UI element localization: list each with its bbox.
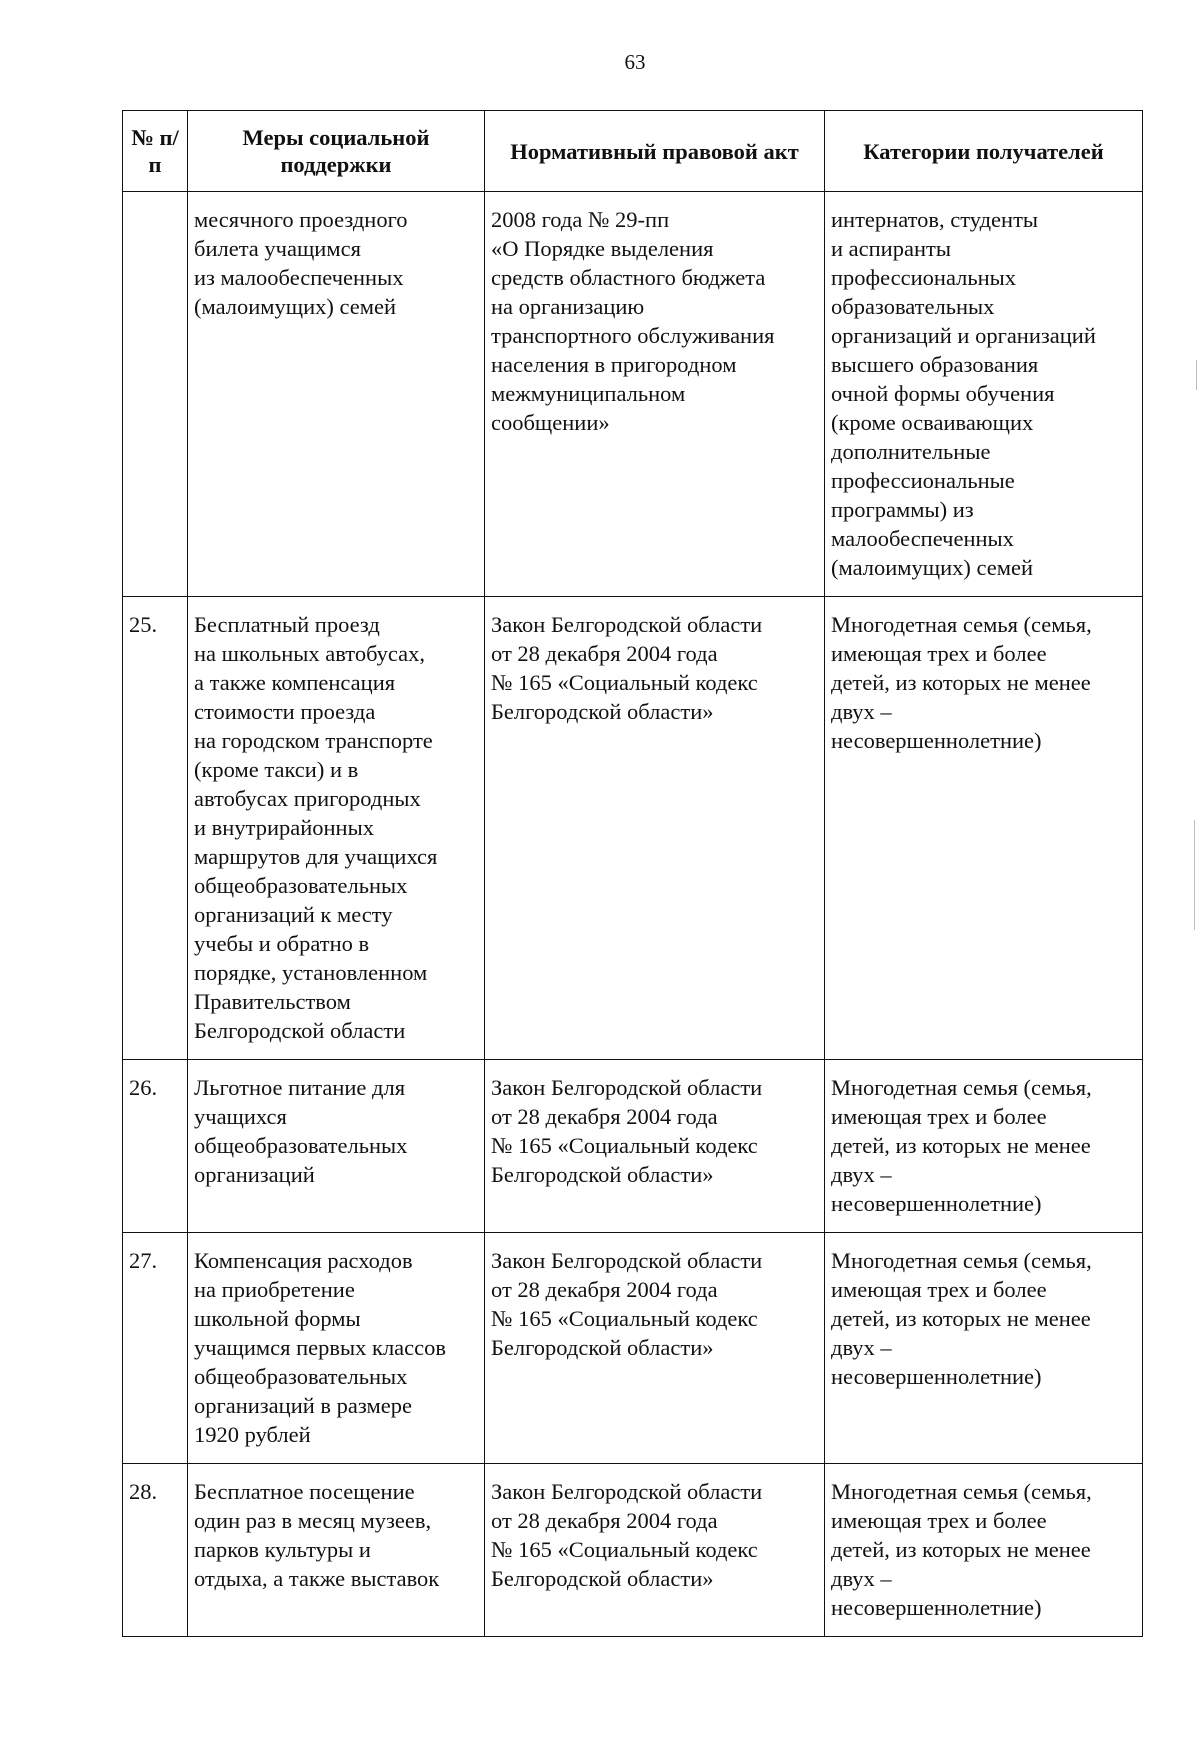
cell-text-line: от 28 декабря 2004 года <box>491 1277 718 1302</box>
cell-text-line: межмуниципальном <box>491 381 686 406</box>
cell-text-line: Компенсация расходов <box>194 1248 413 1273</box>
cell-text-line: несовершеннолетние) <box>831 1364 1042 1389</box>
cell-act <box>485 1464 825 1637</box>
cell-act <box>485 1233 825 1464</box>
cell-text-line: Белгородской области <box>194 1018 406 1043</box>
cell-number <box>123 192 188 597</box>
cell-text-line: а также компенсация <box>194 670 396 695</box>
cell-text-line: и внутрирайонных <box>194 815 374 840</box>
cell-measure <box>188 1060 485 1233</box>
cell-text-line: детей, из которых не менее <box>831 1306 1091 1331</box>
cell-text-line: автобусах пригородных <box>194 786 421 811</box>
table-row <box>123 192 1143 597</box>
cell-text-line: 1920 рублей <box>194 1422 311 1447</box>
cell-text-line: билета учащимся <box>194 236 361 261</box>
cell-text-line: организаций и организаций <box>831 323 1096 348</box>
scan-artifact <box>1196 360 1197 390</box>
cell-text-line: общеобразовательных <box>194 1364 408 1389</box>
cell-text-line: высшего образования <box>831 352 1039 377</box>
cell-text-line: «О Порядке выделения <box>491 236 714 261</box>
cell-text-line: № 165 «Социальный кодекс <box>491 1537 758 1562</box>
cell-text-line: (малоимущих) семей <box>194 294 397 319</box>
cell-text-line: Закон Белгородской области <box>491 1075 763 1100</box>
cell-text-line: организаций к месту <box>194 902 393 927</box>
cell-text-line: Многодетная семья (семья, <box>831 1075 1092 1100</box>
cell-text-line: учебы и обратно в <box>194 931 370 956</box>
cell-text-line: Многодетная семья (семья, <box>831 1479 1092 1504</box>
cell-text-line: Правительством <box>194 989 351 1014</box>
cell-text-line: детей, из которых не менее <box>831 1133 1091 1158</box>
cell-categories <box>825 192 1143 597</box>
cell-text-line: организаций <box>194 1162 315 1187</box>
page-number: 63 <box>624 50 646 74</box>
cell-text-line: от 28 декабря 2004 года <box>491 1104 718 1129</box>
cell-text-line: детей, из которых не менее <box>831 1537 1091 1562</box>
table-row <box>123 1464 1143 1637</box>
cell-act <box>485 192 825 597</box>
cell-text-line: Белгородской области» <box>491 1162 714 1187</box>
header-categories: Категории получателей <box>825 111 1143 192</box>
cell-text-line: сообщении» <box>491 410 610 435</box>
cell-text-line: малообеспеченных <box>831 526 1014 551</box>
cell-text-line: Белгородской области» <box>491 699 714 724</box>
cell-text-line: образовательных <box>831 294 995 319</box>
cell-text-line: имеющая трех и более <box>831 641 1047 666</box>
cell-number: 28. <box>123 1464 188 1637</box>
cell-text-line: средств областного бюджета <box>491 265 766 290</box>
cell-text-line: Льготное питание для <box>194 1075 406 1100</box>
cell-text-line: Многодетная семья (семья, <box>831 1248 1092 1273</box>
cell-text-line: на приобретение <box>194 1277 355 1302</box>
cell-text-line: (малоимущих) семей <box>831 555 1034 580</box>
cell-text-line: программы) из <box>831 497 974 522</box>
cell-text-line: Белгородской области» <box>491 1566 714 1591</box>
cell-text-line: детей, из которых не менее <box>831 670 1091 695</box>
cell-text-line: двух – <box>831 1335 892 1360</box>
cell-number: 27. <box>123 1233 188 1464</box>
cell-act <box>485 1060 825 1233</box>
cell-text-line: на городском транспорте <box>194 728 433 753</box>
cell-text-line: организаций в размере <box>194 1393 412 1418</box>
cell-text-line: отдыха, а также выставок <box>194 1566 440 1591</box>
table-row <box>123 597 1143 1060</box>
cell-text-line: месячного проездного <box>194 207 408 232</box>
cell-text-line: учащимся первых классов <box>194 1335 447 1360</box>
header-number: № п/п <box>123 111 188 192</box>
cell-categories <box>825 1233 1143 1464</box>
cell-text-line: транспортного обслуживания <box>491 323 775 348</box>
cell-text-line: порядке, установленном <box>194 960 428 985</box>
cell-text-line: учащихся <box>194 1104 287 1129</box>
cell-text-line: № 165 «Социальный кодекс <box>491 1306 758 1331</box>
cell-text-line: № 165 «Социальный кодекс <box>491 670 758 695</box>
cell-measure <box>188 192 485 597</box>
cell-text-line: 2008 года № 29-пп <box>491 207 670 232</box>
cell-text-line: несовершеннолетние) <box>831 728 1042 753</box>
cell-text-line: на школьных автобусах, <box>194 641 426 666</box>
cell-text-line: (кроме осваивающих <box>831 410 1034 435</box>
cell-categories <box>825 1464 1143 1637</box>
cell-text-line: Закон Белгородской области <box>491 1248 763 1273</box>
cell-text-line: несовершеннолетние) <box>831 1595 1042 1620</box>
cell-text-line: дополнительные <box>831 439 991 464</box>
cell-text-line: двух – <box>831 699 892 724</box>
cell-number: 25. <box>123 597 188 1060</box>
cell-categories <box>825 597 1143 1060</box>
cell-text-line: Закон Белгородской области <box>491 612 763 637</box>
cell-text-line: профессиональных <box>831 265 1017 290</box>
table-body <box>123 192 1143 1637</box>
cell-text-line: имеющая трех и более <box>831 1508 1047 1533</box>
cell-text-line: населения в пригородном <box>491 352 737 377</box>
cell-text-line: стоимости проезда <box>194 699 376 724</box>
cell-text-line: имеющая трех и более <box>831 1277 1047 1302</box>
cell-text-line: общеобразовательных <box>194 1133 408 1158</box>
cell-text-line: парков культуры и <box>194 1537 371 1562</box>
scan-artifact <box>1194 820 1195 930</box>
social-support-table <box>122 110 1143 1637</box>
cell-text-line: № 165 «Социальный кодекс <box>491 1133 758 1158</box>
header-act: Нормативный правовой акт <box>485 111 825 192</box>
cell-text-line: интернатов, студенты <box>831 207 1039 232</box>
cell-number: 26. <box>123 1060 188 1233</box>
cell-text-line: двух – <box>831 1566 892 1591</box>
cell-text-line: от 28 декабря 2004 года <box>491 641 718 666</box>
cell-measure <box>188 1233 485 1464</box>
cell-categories <box>825 1060 1143 1233</box>
cell-act <box>485 597 825 1060</box>
cell-text-line: Бесплатный проезд <box>194 612 380 637</box>
table-row <box>123 1060 1143 1233</box>
cell-text-line: (кроме такси) и в <box>194 757 359 782</box>
cell-text-line: Белгородской области» <box>491 1335 714 1360</box>
header-measures: Меры социальной поддержки <box>188 111 485 192</box>
cell-text-line: Бесплатное посещение <box>194 1479 415 1504</box>
cell-text-line: один раз в месяц музеев, <box>194 1508 432 1533</box>
cell-text-line: на организацию <box>491 294 645 319</box>
cell-text-line: школьной формы <box>194 1306 361 1331</box>
cell-text-line: из малообеспеченных <box>194 265 404 290</box>
cell-text-line: Закон Белгородской области <box>491 1479 763 1504</box>
cell-text-line: профессиональные <box>831 468 1015 493</box>
cell-measure <box>188 597 485 1060</box>
cell-text-line: несовершеннолетние) <box>831 1191 1042 1216</box>
cell-measure <box>188 1464 485 1637</box>
cell-text-line: от 28 декабря 2004 года <box>491 1508 718 1533</box>
table-row <box>123 1233 1143 1464</box>
cell-text-line: и аспиранты <box>831 236 951 261</box>
cell-text-line: имеющая трех и более <box>831 1104 1047 1129</box>
cell-text-line: Многодетная семья (семья, <box>831 612 1092 637</box>
cell-text-line: общеобразовательных <box>194 873 408 898</box>
cell-text-line: очной формы обучения <box>831 381 1055 406</box>
table-header-row <box>123 111 1143 192</box>
cell-text-line: двух – <box>831 1162 892 1187</box>
cell-text-line: маршрутов для учащихся <box>194 844 438 869</box>
